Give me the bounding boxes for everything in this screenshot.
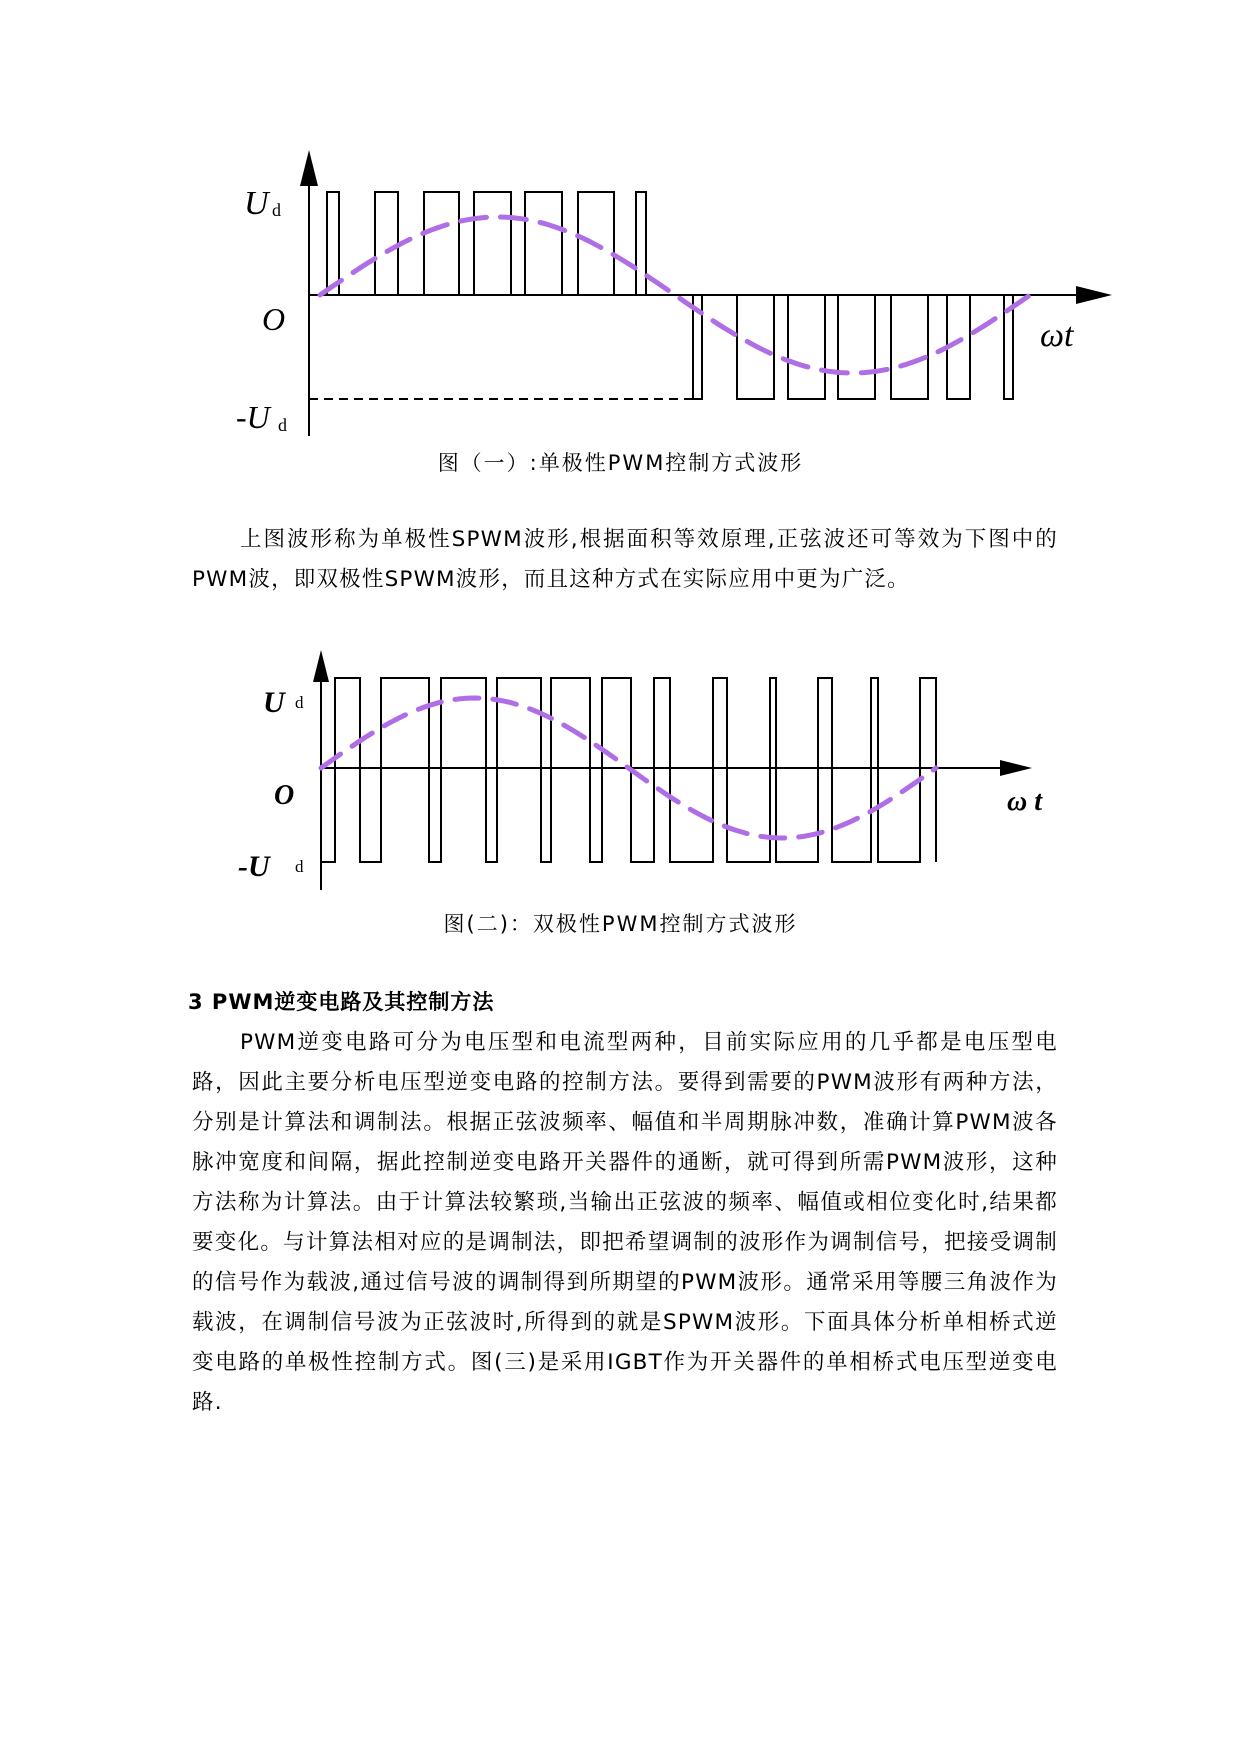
paragraph-intro: 上图波形称为单极性SPWM波形,根据面积等效原理,正弦波还可等效为下图中的PWM波，即双极性SPWM波形，而且这种方式在实际应用中更为广泛。	[192, 527, 1058, 592]
figure-bipolar-pwm	[0, 650, 1241, 900]
section-body: PWM逆变电路可分为电压型和电流型两种，目前实际应用的几乎都是电压型电路，因此主要分析电压型逆变电路的控制方法。要得到需要的PWM波形有两种方法，分别是计算法和调制法。根据正弦波频率、幅值和半周期脉冲数，准确计算PWM波各脉冲宽度和间隔，据此控制逆变电路开关器件的通断，就可得到所需PWM波形，这种方法称为计算法。由于计算法较繁琐,当输出正弦波的频率、幅值或相位变化时,结果都要变化。与计算法相对应的是调制法，即把希望调制的波形作为调制信号，把接受调制的信号作为载波,通过信号波的调制得到所期望的PWM波形。通常采用等腰三角波作为载波，在调制信号波为正弦波时,所得到的就是SPWM波形。下面具体分析单相桥式逆变电路的单极性控制方式。图(三)是采用IGBT作为开关器件的单相桥式电压型逆变电路.	[192, 1030, 1058, 1415]
label-ud-bottom: -U	[238, 850, 270, 883]
figure2-caption: 图(二)：双极性PWM控制方式波形	[443, 912, 798, 936]
figure1-caption: 图（一）:单极性PWM控制方式波形	[437, 451, 804, 475]
label-omega-t: ωt	[1040, 317, 1074, 354]
label-ud-top-sub: d	[295, 693, 304, 712]
label-omega-t: ω t	[1007, 786, 1043, 817]
bipolar-pwm-plot	[0, 650, 1241, 900]
label-origin: O	[262, 301, 286, 337]
label-ud-top: U	[244, 185, 269, 222]
pulse	[525, 192, 562, 295]
pulse	[327, 192, 339, 295]
pulse	[375, 192, 398, 295]
label-ud-top-sub: d	[272, 200, 281, 220]
pulse	[636, 192, 646, 295]
x-axis-arrow	[1076, 286, 1112, 304]
x-axis-arrow	[1000, 760, 1032, 776]
pulse	[838, 295, 875, 399]
label-origin: O	[274, 780, 295, 811]
label-ud-bottom-sub: d	[278, 415, 287, 435]
label-ud-bottom-sub: d	[295, 857, 304, 876]
unipolar-pwm-plot	[0, 150, 1241, 450]
pulse	[788, 295, 825, 399]
pulse	[891, 295, 928, 399]
label-ud-bottom: -U	[236, 399, 270, 435]
pulse	[424, 192, 459, 295]
y-axis-arrow	[300, 150, 318, 186]
negative-pulses	[693, 295, 1013, 399]
figure-unipolar-pwm	[0, 150, 1241, 450]
label-ud-top: U	[263, 686, 285, 719]
section-heading: 3 PWM逆变电路及其控制方法	[188, 990, 495, 1014]
pulse	[474, 192, 511, 295]
y-axis-arrow	[313, 650, 329, 682]
